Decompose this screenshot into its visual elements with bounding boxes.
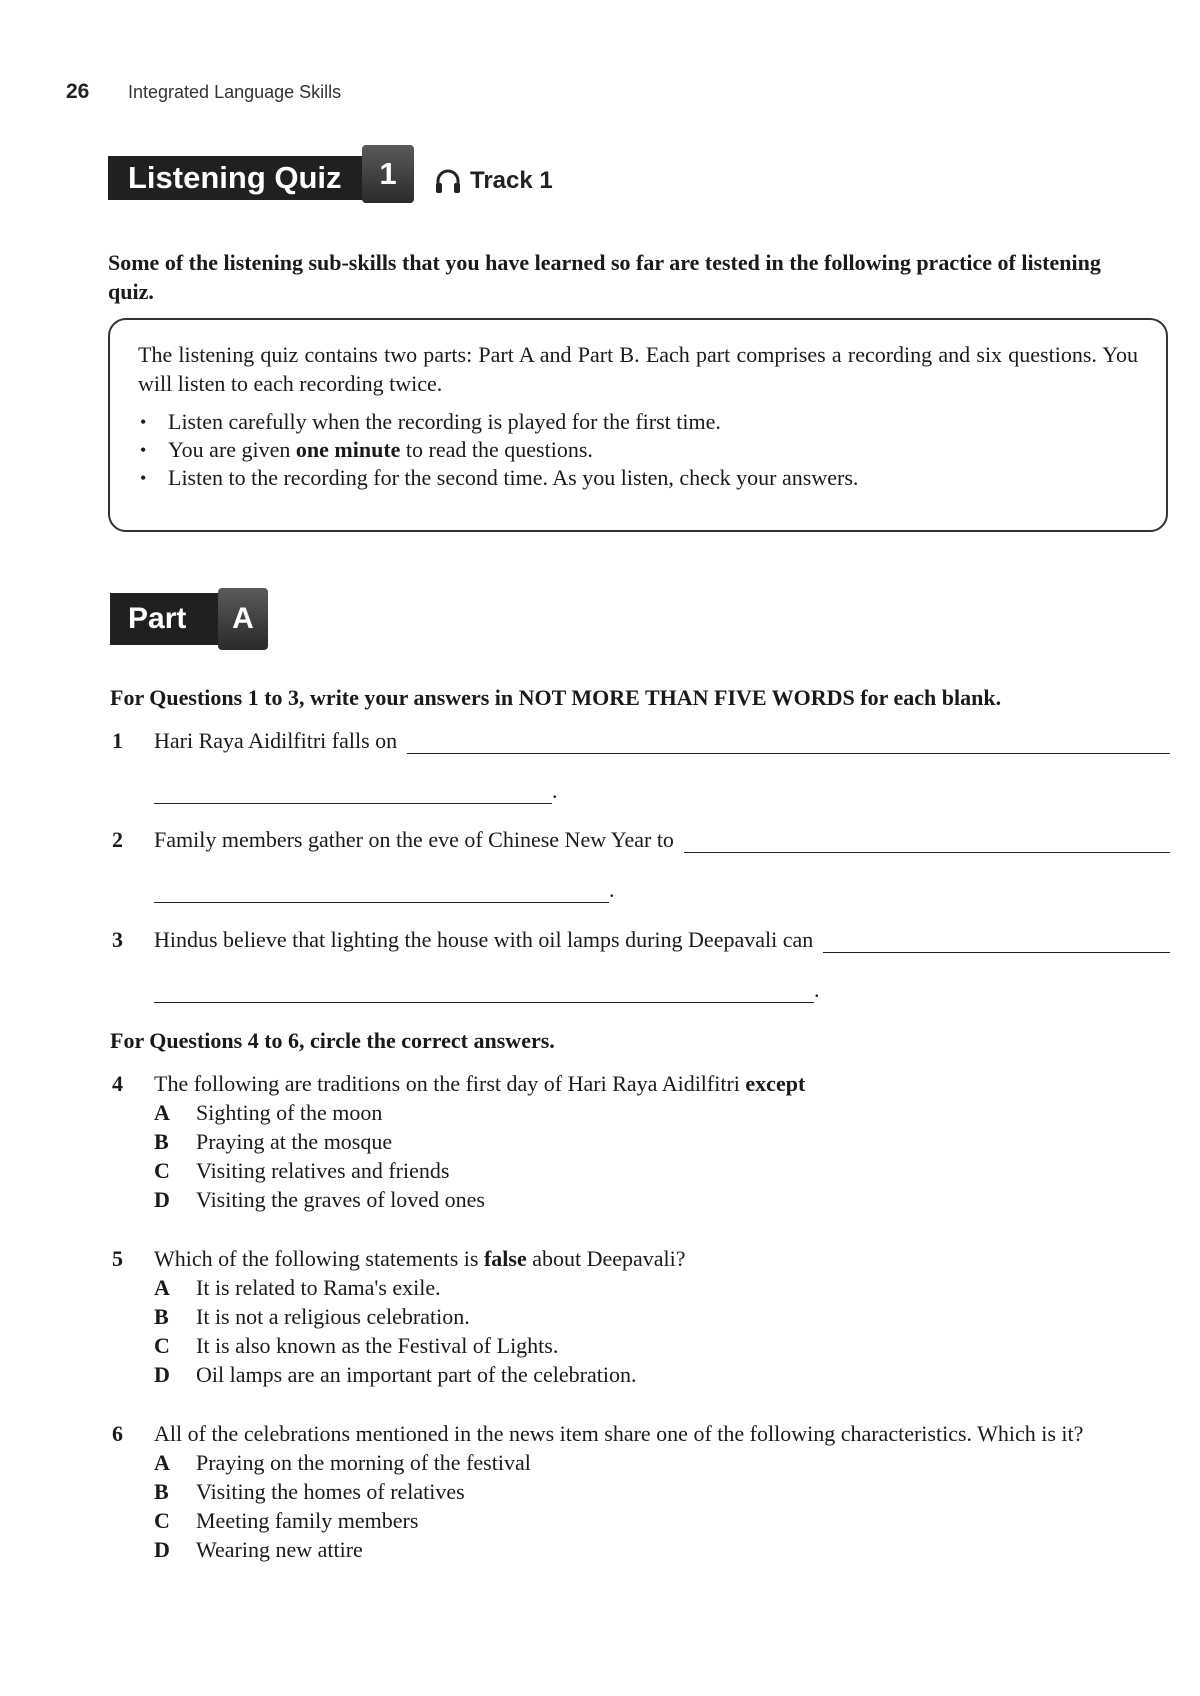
quiz-heading bbox=[108, 152, 553, 204]
question-number: 1 bbox=[112, 728, 123, 753]
question-number: 2 bbox=[112, 827, 123, 852]
track-indicator bbox=[434, 167, 553, 195]
answer-option[interactable]: C Meeting family members bbox=[154, 1508, 419, 1533]
book-title: Integrated Language Skills bbox=[128, 82, 342, 102]
quiz-number: 1 bbox=[362, 145, 414, 203]
question-number: 6 bbox=[112, 1421, 123, 1446]
instruction-bullet: • You are given one minute to read the questions. bbox=[138, 436, 1138, 464]
answer-option[interactable]: B Visiting the homes of relatives bbox=[154, 1479, 465, 1504]
question-stem: Which of the following statements is false about Deepavali? bbox=[154, 1246, 686, 1271]
answer-option[interactable]: C It is also known as the Festival of Lights. bbox=[154, 1333, 559, 1358]
answer-blank[interactable] bbox=[154, 881, 609, 903]
mc-question bbox=[110, 1069, 1170, 1214]
page-number: 26 bbox=[66, 80, 90, 103]
answer-blank[interactable] bbox=[823, 931, 1170, 953]
answer-option[interactable]: B It is not a religious celebration. bbox=[154, 1304, 470, 1329]
answer-option[interactable]: A Praying on the morning of the festival bbox=[154, 1450, 531, 1475]
question-text: Hindus believe that lighting the house with oil lamps during Deepavali can bbox=[154, 927, 814, 952]
answer-blank[interactable] bbox=[407, 732, 1170, 754]
mc-question bbox=[110, 1419, 1170, 1564]
answer-blank[interactable] bbox=[684, 831, 1170, 853]
section-instruction-2: For Questions 4 to 6, circle the correct answers. bbox=[110, 1028, 555, 1053]
instructions-list bbox=[138, 408, 1138, 492]
answer-option[interactable]: A Sighting of the moon bbox=[154, 1100, 383, 1125]
question-text: Hari Raya Aidilfitri falls on bbox=[154, 728, 398, 753]
section-instruction-1: For Questions 1 to 3, write your answers in NOT MORE THAN FIVE WORDS for each blank. bbox=[110, 685, 1002, 710]
answer-option[interactable]: C Visiting relatives and friends bbox=[154, 1158, 450, 1183]
instructions-text: The listening quiz contains two parts: Part A and Part B. Each part comprises a recording and six questions. You will listen to each recording twice. bbox=[138, 342, 1138, 396]
part-letter: A bbox=[218, 588, 268, 650]
part-heading bbox=[110, 588, 268, 650]
question-number: 5 bbox=[112, 1246, 123, 1271]
quiz-label: Listening Quiz bbox=[108, 156, 370, 200]
answer-blank[interactable] bbox=[154, 782, 552, 804]
answer-option[interactable]: D Oil lamps are an important part of the celebration. bbox=[154, 1362, 637, 1387]
answer-option[interactable]: A It is related to Rama's exile. bbox=[154, 1275, 441, 1300]
question-text: Family members gather on the eve of Chinese New Year to bbox=[154, 827, 674, 852]
answer-option[interactable]: B Praying at the mosque bbox=[154, 1129, 393, 1154]
part-label: Part bbox=[110, 593, 222, 645]
question-number: 3 bbox=[112, 927, 123, 952]
track-label: Track 1 bbox=[470, 167, 553, 194]
answer-option[interactable]: D Visiting the graves of loved ones bbox=[154, 1187, 485, 1212]
question-number: 4 bbox=[112, 1071, 123, 1096]
running-header bbox=[66, 80, 341, 104]
question-stem: All of the celebrations mentioned in the news item share one of the following characteristics. Which is it? bbox=[154, 1421, 1084, 1446]
mc-question bbox=[110, 1244, 1170, 1389]
instruction-bullet: • Listen to the recording for the second time. As you listen, check your answers. bbox=[138, 464, 1138, 492]
headphone-icon bbox=[434, 168, 462, 194]
answer-blank[interactable] bbox=[154, 981, 814, 1003]
answer-option[interactable]: D Wearing new attire bbox=[154, 1537, 363, 1562]
instruction-bullet: • Listen carefully when the recording is played for the first time. bbox=[138, 408, 1138, 436]
instructions-box bbox=[108, 318, 1168, 532]
intro-text: Some of the listening sub-skills that you have learned so far are tested in the following practice of listening quiz. bbox=[108, 250, 1101, 304]
question-stem: The following are traditions on the first day of Hari Raya Aidilfitri except bbox=[154, 1071, 806, 1096]
